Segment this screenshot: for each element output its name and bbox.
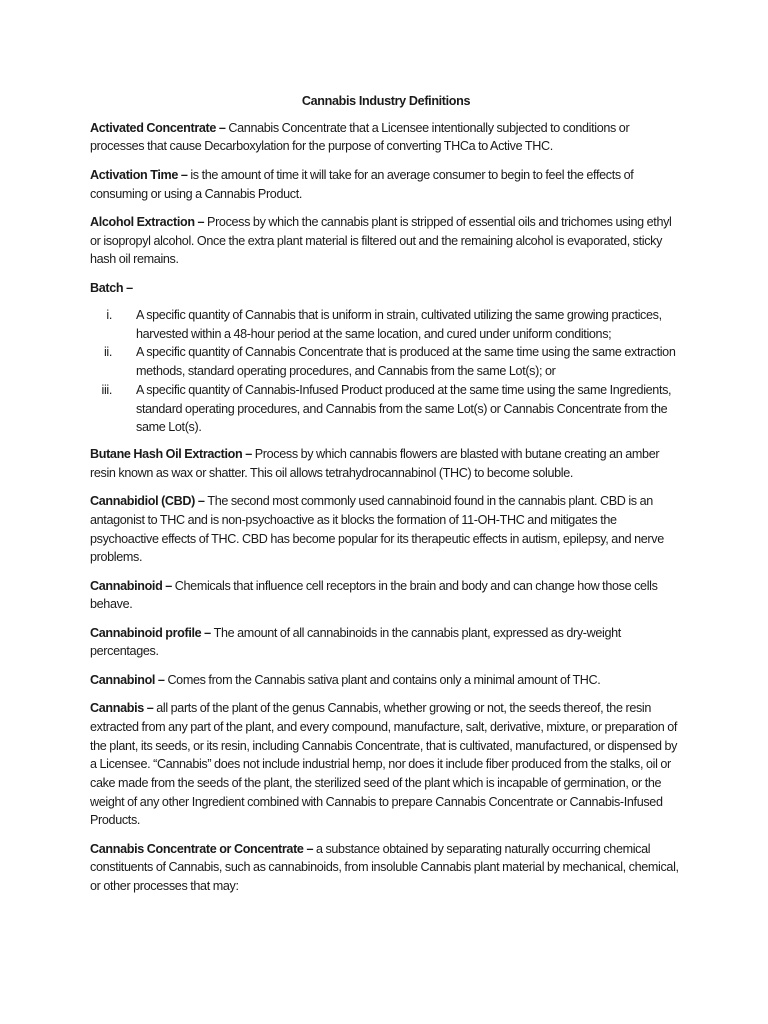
definition-cannabinol [90,671,682,690]
definition-term: Cannabinoid profile [90,625,202,640]
term-separator: – [194,214,208,229]
definition-term: Alcohol Extraction [90,214,195,229]
definition-activation-time [90,166,682,203]
term-separator: – [123,280,133,295]
definition-term: Cannabis [90,701,144,716]
definition-text: Chemicals that influence cell receptors in the brain and body and can change how those cells behave. [90,578,658,612]
definition-text: a substance obtained by separating naturally occurring chemical constituents of Cannabis, such as cannabinoids, from insoluble Cannabis plant material by mechanical, chemical, or other processes that may: [90,841,679,894]
term-separator: – [201,625,214,640]
document-page [90,92,682,906]
list-item-text: A specific quantity of Cannabis that is uniform in strain, cultivated utilizing the same growing practices, harvested within a 48-hour period at the same location, and cured under uniform conditions; [136,308,662,341]
definition-text: Process by which the cannabis plant is stripped of essential oils and trichomes using ethyl or isopropyl alcohol. Once the extra plant material is filtered out and the remaining alcohol is evaporated, sticky hash oil remains. [90,214,672,267]
definition-cannabinoid [90,577,682,614]
definition-term: Butane Hash Oil Extraction [90,447,243,461]
definition-text: Process by which cannabis flowers are blasted with butane creating an amber resin known as wax or shatter. This oil allows tetrahydrocannabinol (THC) to become soluble. [90,447,660,480]
list-numeral: ii. [103,345,112,360]
list-numeral: i. [106,308,112,323]
definition-batch [90,279,682,298]
batch-list [90,306,682,437]
definition-alcohol-extraction [90,213,682,269]
list-item-text: A specific quantity of Cannabis Concentrate that is produced at the same time using the same extraction methods, standard operating procedures, and Cannabis from the same Lot(s); or [136,345,676,379]
term-separator: – [242,447,255,461]
term-separator: – [216,120,229,135]
list-numeral: iii. [101,382,112,397]
term-separator: – [178,167,191,182]
definition-term: Cannabidiol (CBD) [90,494,195,509]
definition-text: The second most commonly used cannabinoid found in the cannabis plant. CBD is an antagonist to THC and is non-psychoactive as it blocks the formation of 11-OH-THC and mitigates the psychoactive effects of THC. CBD has become popular for its therapeutic effects in autism, epilepsy, and nerve problems. [90,494,664,565]
definition-text: The amount of all cannabinoids in the cannabis plant, expressed as dry-weight percentages. [90,625,621,659]
batch-list-item [90,381,682,437]
definition-cannabis-concentrate [90,840,682,896]
definition-text: all parts of the plant of the genus Cannabis, whether growing or not, the seeds thereof, the resin extracted from any part of the plant, and every compound, manufacture, salt, derivative, mixture, or preparation of the plant, its seeds, or its resin, including Cannabis Concentrate, that is cultivated, manufactured, or dispensed by a Licensee. “Cannabis” does not include industrial hemp, nor does it include fiber produced from the stalks, oil or cake made from the seeds of the plant, the sterilized seed of the plant which is incapable of germination, or the weight of any other Ingredient combined with Cannabis to prepare Cannabis Concentrate or Cannabis-Infused Products. [90,701,678,828]
definition-term: Batch [90,280,124,295]
definition-cannabidiol [90,492,682,567]
list-item-text: A specific quantity of Cannabis-Infused Product produced at the same time using the same Ingredients, standard operating procedures, and Cannabis from the same Lot(s) or Cannabis Concentrate from the same Lot(s). [136,382,672,435]
definition-term: Cannabinol [90,672,156,687]
definition-term: Activation Time [90,167,178,182]
definition-term: Activated Concentrate [90,120,217,135]
batch-list-item [90,343,682,380]
definition-term: Cannabis Concentrate or Concentrate [90,841,304,856]
term-separator: – [143,701,157,716]
definition-cannabis [90,699,682,830]
batch-list-item [90,306,682,343]
term-separator: – [303,841,316,856]
definition-text: Comes from the Cannabis sativa plant and contains only a minimal amount of THC. [167,672,601,687]
document-title: Cannabis Industry Definitions [301,94,471,108]
term-separator: – [162,578,175,593]
definition-term: Cannabinoid [90,578,163,593]
definition-text: is the amount of time it will take for an average consumer to begin to feel the effects of consuming or using a Cannabis Product. [90,167,634,201]
term-separator: – [195,494,208,509]
term-separator: – [155,672,168,687]
definition-activated-concentrate [90,119,682,156]
definition-text: Cannabis Concentrate that a Licensee intentionally subjected to conditions or processes that cause Decarboxylation for the purpose of converting THCa to Active THC. [90,120,630,154]
definition-butane-hash-oil-extraction [90,445,682,482]
definition-cannabinoid-profile [90,624,682,661]
